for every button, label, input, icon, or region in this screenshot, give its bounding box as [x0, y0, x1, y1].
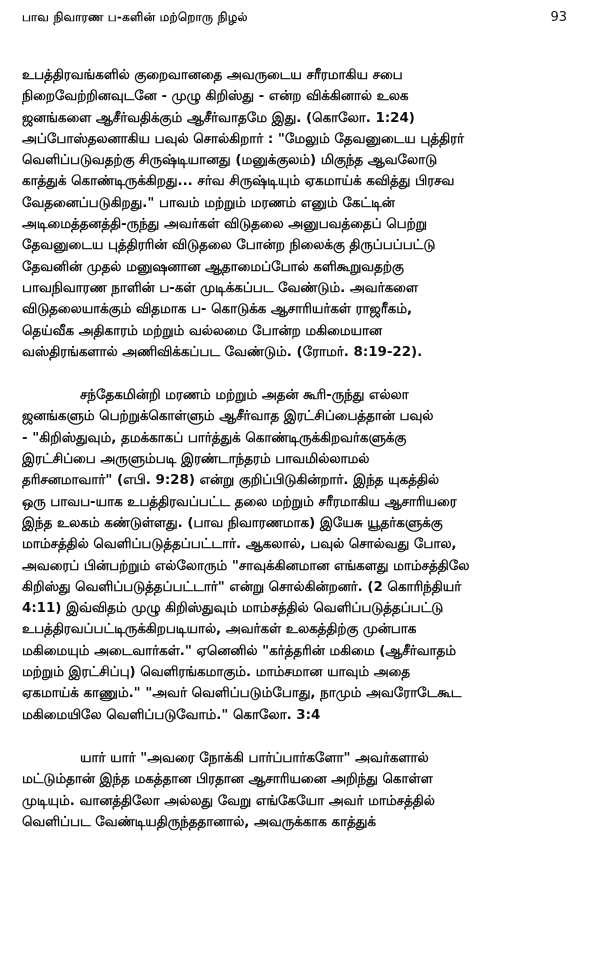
- page-number: 93: [550, 10, 567, 25]
- text-line: முடியும். வானத்திலோ அல்லது வேறு எங்கேயோ அவர் மாம்சத்தில்: [22, 793, 435, 809]
- text-line: 4:11) இவ்விதம் முழு கிறிஸ்துவும் மாம்சத்தில் வெளிப்படுத்தப்பட்டு: [22, 601, 444, 617]
- text-line: வேதனைப்படுகிறது." பாவம் மற்றும் மரணம் எனும் கேட்டின்: [22, 195, 395, 211]
- text-line: தரிசனமாவார்" (எபி. 9:28) என்று குறிப்பிடுகின்றார். இந்த யுகத்தில்: [22, 473, 440, 489]
- text-line: வெளிப்படுவதற்கு சிருஷ்டியானது (மனுக்குலம்) மிகுந்த ஆவலோடு: [22, 153, 438, 169]
- text-line: ஜனங்களும் பெற்றுக்கொள்ளும் ஆசீர்வாத இரட்சிப்பைத்தான் பவுல்: [22, 409, 434, 425]
- text-line: மகிமையிலே வெளிப்படுவோம்." கொலோ. 3:4: [22, 707, 321, 723]
- text-line: யார் யார் "அவரை நோக்கி பார்ப்பார்களோ" அவர்களால்: [80, 750, 429, 766]
- text-line: தெய்வீக அதிகாரம் மற்றும் வல்லமை போன்ற மகிமையான: [22, 323, 382, 339]
- chapter-title: பாவ நிவாரண ப-களின் மற்றொரு நிழல்: [22, 10, 248, 24]
- text-line: ஜனங்களை ஆசீர்வதிக்கும் ஆசீர்வாதமே இது. (கொலோ. 1:24): [22, 110, 415, 126]
- text-line: இரட்சிப்பை அருளும்படி இரண்டாந்தரம் பாவமில்லாமல்: [22, 452, 370, 468]
- text-line: இந்த உலகம் கண்டுள்ளது. (பாவ நிவாரணமாக) இயேசு யூதர்களுக்கு: [22, 515, 443, 531]
- text-line: அப்போஸ்தலனாகிய பவுல் சொல்கிறார் : "மேலும் தேவனுடைய புத்திரர்: [22, 131, 465, 147]
- paragraph-1: [22, 65, 567, 363]
- text-line: காத்துக் கொண்டிருக்கிறது... சர்வ சிருஷ்டியும் ஏகமாய்க் கவித்து பிரசவ: [22, 174, 455, 190]
- text-line: மற்றும் இரட்சிப்பு) வெளிரங்கமாகும். மாம்சமான யாவும் அதை: [22, 665, 411, 681]
- text-line: தேவனின் முதல் மனுஷனான ஆதாமைப்போல் களிகூறுவதற்கு: [22, 259, 404, 275]
- text-line: பாவநிவாரண நாளின் ப-கள் முடிக்கப்பட வேண்டும். அவர்களை: [22, 280, 418, 296]
- text-line: வெளிப்பட வேண்டியதிருந்ததானால், அவருக்காக காத்துக்: [22, 814, 376, 830]
- text-line: சந்தேகமின்றி மரணம் மற்றும் அதன் கூரி-ருந்து எல்லா: [80, 388, 409, 404]
- text-line: கிறிஸ்து வெளிப்படுத்தப்பட்டார்" என்று சொல்கின்றனர். (2 கொரிந்தியர்: [22, 579, 462, 595]
- text-line: மாம்சத்தில் வெளிப்படுத்தப்பட்டார். ஆகலால், பவுல் சொல்வது போல,: [22, 537, 457, 553]
- text-line: உபத்திரவப்பட்டிருக்கிறபடியால், அவர்கள் உலகத்திற்கு முன்பாக: [22, 622, 417, 638]
- text-line: விடுதலையாக்கும் விதமாக ப- கொடுக்க ஆசாரியர்கள் ராஜரீகம்,: [22, 302, 413, 318]
- text-line: உபத்திரவங்களில் குறைவானதை அவருடைய சரீரமாகிய சபை: [22, 68, 403, 83]
- text-line: ஏகமாய்க் காணும்." "அவர் வெளிப்படும்போது, நாமும் அவரோடேகூட: [22, 686, 462, 702]
- paragraph-2: [22, 385, 567, 726]
- running-header: [22, 10, 567, 34]
- text-line: ஒரு பாவப-யாக உபத்திரவப்பட்ட தலை மற்றும் சரீரமாகிய ஆசாரியரை: [22, 494, 457, 510]
- text-line: அவரைப் பின்பற்றும் எல்லோரும் "சாவுக்கினமான எங்களது மாம்சத்திலே: [22, 558, 470, 574]
- text-line: வஸ்திரங்களால் அணிவிக்கப்பட வேண்டும். (ரோமர். 8:19-22).: [22, 344, 423, 360]
- text-line: தேவனுடைய புத்திரரின் விடுதலை போன்ற நிலைக்கு திருப்பப்பட்டு: [22, 238, 436, 254]
- text-line: மகிமையும் அடைவார்கள்." ஏனெனில் "கர்த்தரின் மகிமை (ஆசீர்வாதம்: [22, 643, 457, 659]
- text-line: நிறைவேற்றினவுடனே - முழு கிறிஸ்து - என்ற விக்கினால் உலக: [22, 89, 409, 105]
- text-line: அடிமைத்தனத்தி-ருந்து அவர்கள் விடுதலை அனுபவத்தைப் பெற்று: [22, 217, 427, 233]
- text-line: மட்டும்தான் இந்த மகத்தான பிரதான ஆசாரியனை அறிந்து கொள்ள: [22, 772, 433, 788]
- paragraph-3: [22, 748, 567, 833]
- paragraph-gap: [22, 726, 567, 748]
- text-line: - "கிறிஸ்துவும், தமக்காகப் பார்த்துக் கொண்டிருக்கிறவர்களுக்கு: [22, 430, 407, 446]
- paragraph-gap: [22, 363, 567, 385]
